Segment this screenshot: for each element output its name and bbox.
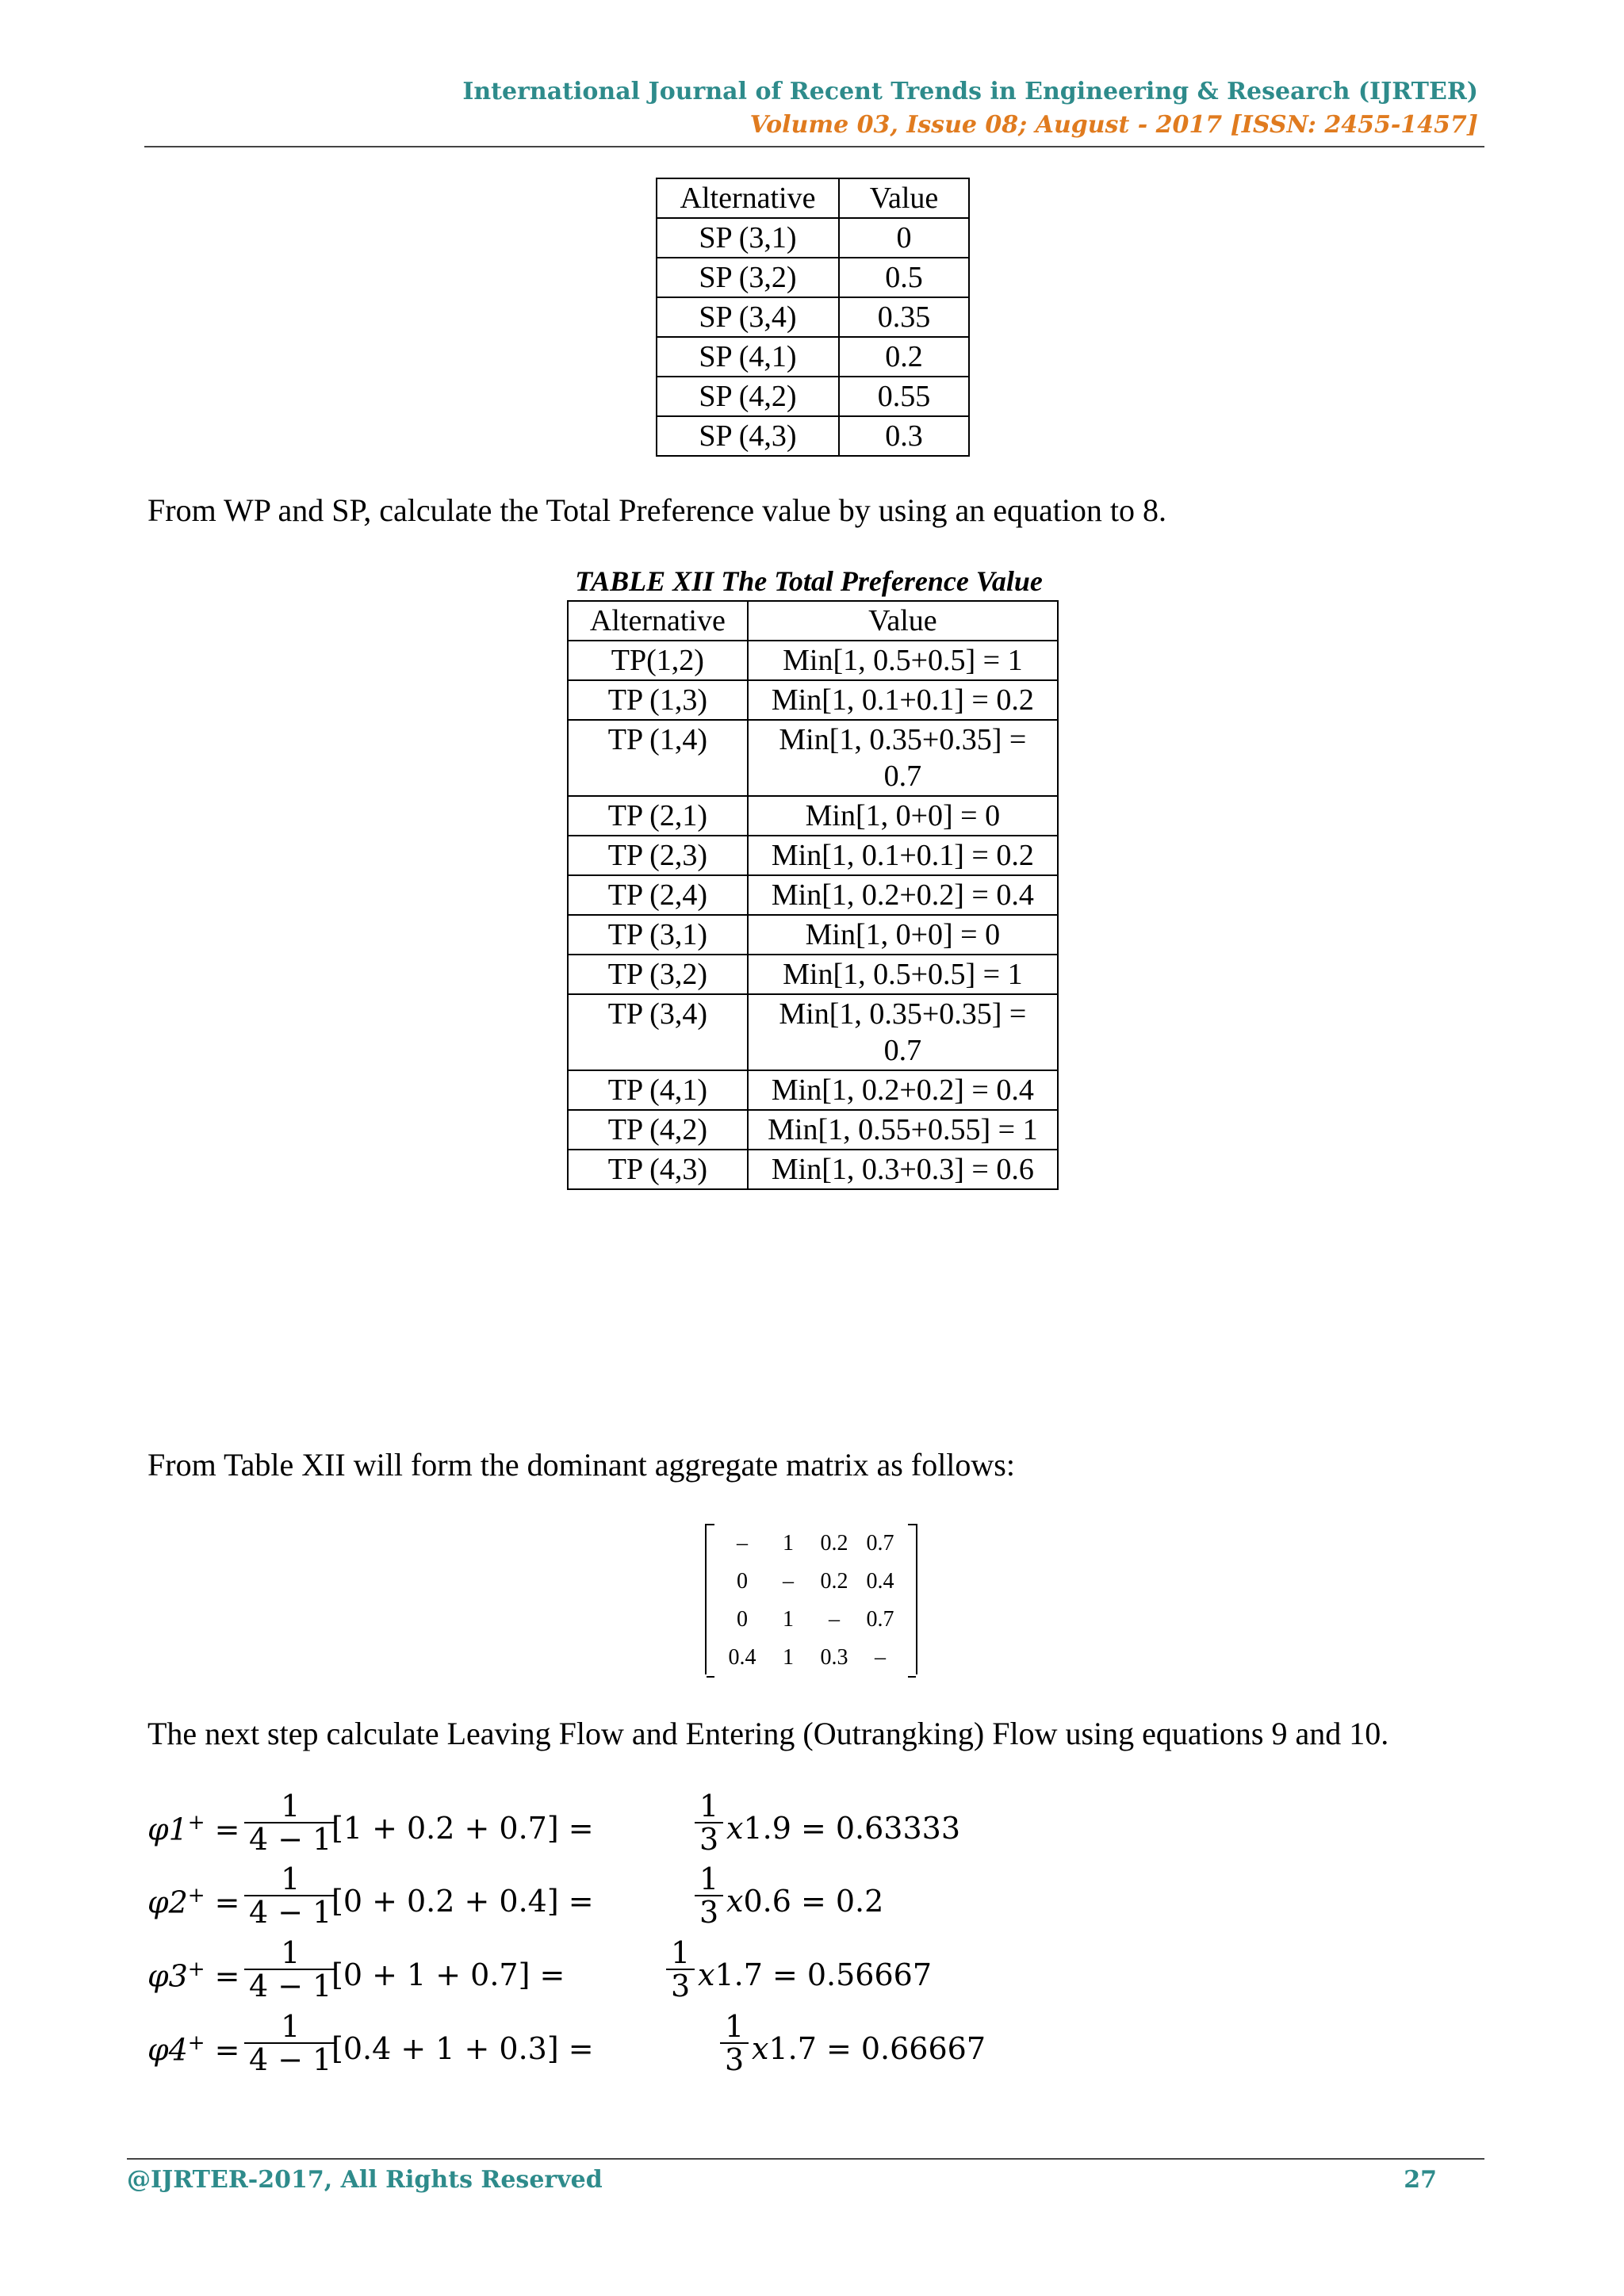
value-cell: Min[1, 0+0] = 0 bbox=[748, 915, 1058, 955]
value-cell: Min[1, 0.1+0.1] = 0.2 bbox=[748, 836, 1058, 875]
equals-sign: = bbox=[205, 1885, 240, 1920]
value-cell: Min[1, 0.1+0.1] = 0.2 bbox=[748, 680, 1058, 720]
column-header: Value bbox=[839, 178, 969, 218]
tp-row bbox=[568, 915, 1058, 955]
column-header: Alternative bbox=[657, 178, 839, 218]
equation-lhs bbox=[147, 1884, 240, 1920]
equation-line bbox=[147, 1863, 1020, 1936]
equation-symbol: φ1 bbox=[147, 1812, 188, 1847]
equation-line bbox=[147, 2011, 1020, 2084]
alternative-cell: TP (2,4) bbox=[568, 875, 748, 915]
sp-row bbox=[657, 377, 969, 416]
tp-row bbox=[568, 641, 1058, 680]
fraction-numerator: 1 bbox=[671, 1935, 691, 1970]
equation-lhs bbox=[147, 2031, 240, 2068]
journal-volume: Volume 03, Issue 08; August - 2017 [ISSN: 2455-1457] bbox=[749, 111, 1478, 139]
matrix-cell: 0.2 bbox=[820, 1531, 848, 1556]
fraction bbox=[666, 1937, 695, 2002]
matrix-cell: 1 bbox=[783, 1531, 794, 1556]
matrix-cell: – bbox=[737, 1531, 748, 1556]
matrix-cell: 0 bbox=[737, 1607, 748, 1632]
table-caption: TABLE XII The Total Preference Value bbox=[575, 565, 1043, 597]
equation-superscript: + bbox=[187, 1884, 205, 1908]
page-number: 27 bbox=[1404, 2166, 1437, 2194]
tp-row bbox=[568, 1110, 1058, 1150]
alternative-cell: SP (3,2) bbox=[657, 258, 839, 297]
matrix-cell: 0.3 bbox=[820, 1645, 848, 1670]
equation-superscript: + bbox=[187, 2031, 205, 2055]
equation-symbol: φ3 bbox=[147, 1958, 188, 1994]
fraction-numerator: 1 bbox=[281, 1862, 301, 1896]
matrix-row bbox=[707, 1600, 916, 1640]
sp-table bbox=[656, 178, 970, 457]
value-cell: Min[1, 0.5+0.5] = 1 bbox=[748, 641, 1058, 680]
value-cell: Min[1, 0.2+0.2] = 0.4 bbox=[748, 875, 1058, 915]
fraction-denominator: 3 bbox=[695, 1822, 723, 1855]
matrix-cell: – bbox=[829, 1607, 840, 1632]
fraction-denominator: 4 − 1 bbox=[244, 2042, 336, 2076]
fraction-numerator: 1 bbox=[281, 1935, 301, 1970]
equals-sign: = bbox=[205, 1958, 240, 1994]
fraction-numerator: 1 bbox=[281, 2009, 301, 2044]
equation-bracket-sum: [0 + 1 + 0.7] = bbox=[331, 1957, 565, 1992]
fraction bbox=[695, 1790, 723, 1855]
matrix-row bbox=[707, 1562, 916, 1601]
fraction-denominator: 3 bbox=[720, 2042, 749, 2076]
matrix-cell: 0 bbox=[737, 1569, 748, 1594]
tp-table bbox=[567, 600, 1059, 1190]
tp-row bbox=[568, 875, 1058, 915]
matrix-row bbox=[707, 1638, 916, 1678]
header-divider bbox=[144, 146, 1484, 147]
value-cell: 0.2 bbox=[839, 337, 969, 377]
matrix-cell: 0.2 bbox=[820, 1569, 848, 1594]
tp-row bbox=[568, 796, 1058, 836]
alternative-cell: TP (2,1) bbox=[568, 796, 748, 836]
value-cell: 0.5 bbox=[839, 258, 969, 297]
value-cell: 0.3 bbox=[839, 416, 969, 456]
fraction-numerator: 1 bbox=[699, 1862, 719, 1896]
matrix-row bbox=[707, 1524, 916, 1563]
paragraph-flow-intro: The next step calculate Leaving Flow and Entering (Outrangking) Flow using equations 9 and 10. bbox=[147, 1716, 1389, 1751]
matrix-cell: 0.7 bbox=[866, 1607, 894, 1632]
paragraph-matrix-intro: From Table XII will form the dominant aggregate matrix as follows: bbox=[147, 1447, 1015, 1483]
matrix-cell: 1 bbox=[783, 1645, 794, 1670]
sp-row bbox=[657, 218, 969, 258]
equation-symbol: φ2 bbox=[147, 1885, 188, 1920]
alternative-cell: TP (1,3) bbox=[568, 680, 748, 720]
fraction bbox=[695, 1863, 723, 1928]
matrix-cell: – bbox=[783, 1569, 794, 1594]
dominant-aggregate-matrix bbox=[705, 1524, 917, 1674]
equation-symbol: φ4 bbox=[147, 2032, 188, 2068]
value-cell: Min[1, 0.5+0.5] = 1 bbox=[748, 955, 1058, 994]
equation-line bbox=[147, 1790, 1020, 1863]
column-header: Alternative bbox=[568, 601, 748, 641]
tp-row bbox=[568, 836, 1058, 875]
equals-sign: = bbox=[205, 2032, 240, 2068]
alternative-cell: SP (4,3) bbox=[657, 416, 839, 456]
sp-row bbox=[657, 416, 969, 456]
equation-superscript: + bbox=[187, 1957, 205, 1981]
tp-row bbox=[568, 720, 1058, 796]
fraction bbox=[244, 1937, 336, 2002]
equation-bracket-sum: [1 + 0.2 + 0.7] = bbox=[331, 1811, 594, 1846]
matrix-cell: – bbox=[875, 1645, 886, 1670]
multiply-x: x bbox=[726, 1811, 744, 1846]
alternative-cell: TP (2,3) bbox=[568, 836, 748, 875]
equation-lhs bbox=[147, 1811, 240, 1847]
multiply-x: x bbox=[752, 2031, 769, 2066]
fraction-denominator: 4 − 1 bbox=[244, 1969, 336, 2002]
fraction-denominator: 4 − 1 bbox=[244, 1822, 336, 1855]
result-value: 1.9 = 0.63333 bbox=[743, 1811, 961, 1846]
equals-sign: = bbox=[205, 1812, 240, 1847]
table-header-row bbox=[568, 601, 1058, 641]
tp-row bbox=[568, 1150, 1058, 1189]
value-cell: Min[1, 0.55+0.55] = 1 bbox=[748, 1110, 1058, 1150]
tp-row bbox=[568, 680, 1058, 720]
alternative-cell: TP (3,2) bbox=[568, 955, 748, 994]
multiply-x: x bbox=[726, 1884, 744, 1919]
equation-bracket-sum: [0 + 0.2 + 0.4] = bbox=[331, 1884, 594, 1919]
value-cell: 0.35 bbox=[839, 297, 969, 337]
value-cell: Min[1, 0+0] = 0 bbox=[748, 796, 1058, 836]
matrix-cell: 0.4 bbox=[728, 1645, 756, 1670]
fraction-denominator: 3 bbox=[695, 1895, 723, 1928]
value-cell: Min[1, 0.3+0.3] = 0.6 bbox=[748, 1150, 1058, 1189]
result-value: 1.7 = 0.66667 bbox=[768, 2031, 986, 2066]
fraction-denominator: 3 bbox=[666, 1969, 695, 2002]
alternative-cell: SP (4,2) bbox=[657, 377, 839, 416]
footer-divider bbox=[127, 2158, 1484, 2160]
alternative-cell: TP (4,1) bbox=[568, 1070, 748, 1110]
table-header-row bbox=[657, 178, 969, 218]
fraction bbox=[244, 1790, 336, 1855]
column-header: Value bbox=[748, 601, 1058, 641]
result-value: 0.6 = 0.2 bbox=[743, 1884, 884, 1919]
fraction bbox=[720, 2011, 749, 2076]
alternative-cell: TP (3,1) bbox=[568, 915, 748, 955]
equation-result bbox=[726, 1811, 960, 1846]
alternative-cell: TP (3,4) bbox=[568, 994, 748, 1070]
equation-line bbox=[147, 1937, 1020, 2010]
alternative-cell: TP (4,3) bbox=[568, 1150, 748, 1189]
alternative-cell: SP (4,1) bbox=[657, 337, 839, 377]
fraction bbox=[244, 2011, 336, 2076]
alternative-cell: TP (4,2) bbox=[568, 1110, 748, 1150]
paragraph-total-preference: From WP and SP, calculate the Total Preference value by using an equation to 8. bbox=[147, 492, 1167, 528]
equation-superscript: + bbox=[187, 1811, 205, 1835]
fraction-numerator: 1 bbox=[725, 2009, 745, 2044]
fraction bbox=[244, 1863, 336, 1928]
sp-row bbox=[657, 258, 969, 297]
equation-bracket-sum: [0.4 + 1 + 0.3] = bbox=[331, 2031, 594, 2066]
alternative-cell: SP (3,4) bbox=[657, 297, 839, 337]
value-cell: Min[1, 0.2+0.2] = 0.4 bbox=[748, 1070, 1058, 1110]
equation-result bbox=[698, 1957, 932, 1992]
tp-row bbox=[568, 955, 1058, 994]
journal-title: International Journal of Recent Trends in Engineering & Research (IJRTER) bbox=[462, 78, 1478, 105]
alternative-cell: TP (1,4) bbox=[568, 720, 748, 796]
alternative-cell: TP(1,2) bbox=[568, 641, 748, 680]
tp-row bbox=[568, 994, 1058, 1070]
fraction-numerator: 1 bbox=[281, 1789, 301, 1823]
fraction-denominator: 4 − 1 bbox=[244, 1895, 336, 1928]
alternative-cell: SP (3,1) bbox=[657, 218, 839, 258]
matrix-cell: 0.7 bbox=[866, 1531, 894, 1556]
tp-row bbox=[568, 1070, 1058, 1110]
multiply-x: x bbox=[698, 1957, 715, 1992]
matrix-cell: 1 bbox=[783, 1607, 794, 1632]
fraction-numerator: 1 bbox=[699, 1789, 719, 1823]
equation-result bbox=[752, 2031, 986, 2066]
value-cell: Min[1, 0.35+0.35] = 0.7 bbox=[748, 994, 1058, 1070]
equation-lhs bbox=[147, 1957, 240, 1994]
value-cell: 0.55 bbox=[839, 377, 969, 416]
value-cell: 0 bbox=[839, 218, 969, 258]
sp-row bbox=[657, 337, 969, 377]
result-value: 1.7 = 0.56667 bbox=[714, 1957, 933, 1992]
value-cell: Min[1, 0.35+0.35] = 0.7 bbox=[748, 720, 1058, 796]
footer-copyright: @IJRTER-2017, All Rights Reserved bbox=[127, 2166, 603, 2194]
matrix-cell: 0.4 bbox=[866, 1569, 894, 1594]
equation-result bbox=[726, 1884, 883, 1919]
sp-row bbox=[657, 297, 969, 337]
